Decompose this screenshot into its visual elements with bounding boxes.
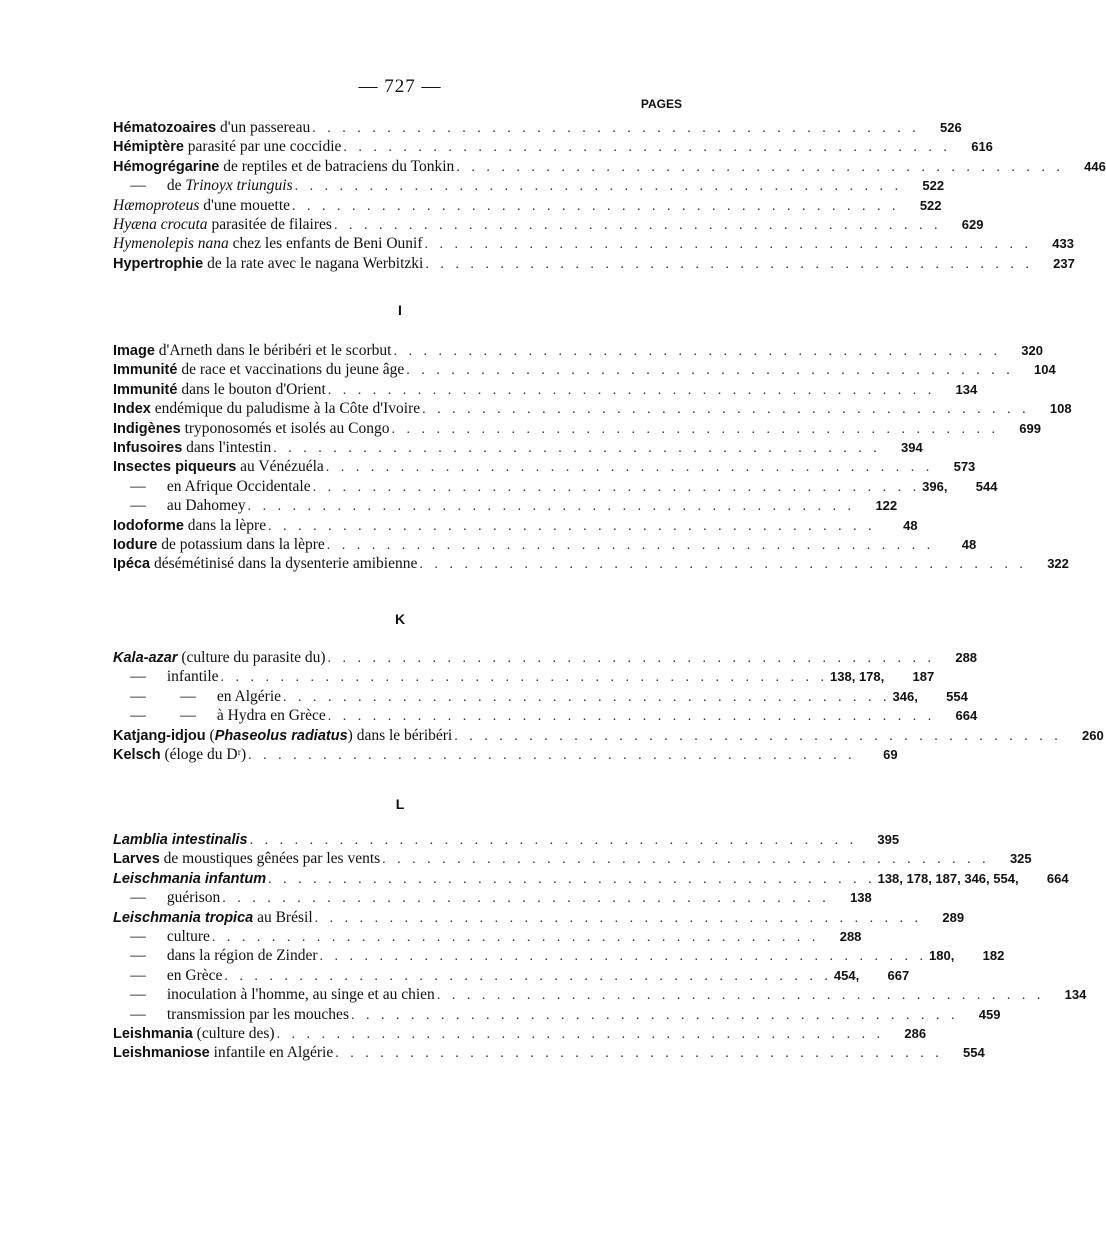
repeat-dash: — [130,477,146,495]
entry-description: d'une mouette [199,196,291,214]
page-reference: 320 [1021,343,1043,358]
entry-description: à Hydra en Grèce [216,707,326,725]
leader-dots: . . . . . . . . . . . . . . . . . . . . . . . . . . . . . . . . . . . . . . . . . [406,363,1014,379]
entry-text [113,706,326,725]
entry-description: en Algérie [216,687,282,705]
entry-description: en Afrique Occidentale [166,477,311,495]
page-reference: 616 [971,139,993,155]
entry-text [113,477,311,496]
leader-dots: . . . . . . . . . . . . . . . . . . . . . . . . . . . . . . . . . . . . . . . . . [247,499,856,515]
pages-column-header: PAGES [640,97,682,111]
entry-description: infantile [166,668,219,686]
entry-description: transmission par les mouches [166,1005,349,1023]
page-reference-extra: 138, 178, 187, 346, 554, [877,870,1019,886]
entry-keyword: Iodure [113,536,158,553]
entry-description: tryponosomés et isolés au Congo [180,419,390,437]
entry-description: de [166,177,186,195]
section-l-entries [113,830,1087,1063]
entry-text [113,745,246,765]
entry-keyword: Leischmania infantum [113,870,267,887]
entry-description: d'Arneth dans le béribéri et le scorbut [154,342,392,359]
entry-keyword: Insectes piqueurs [113,459,237,476]
entry-description: ) dans le béribéri [347,726,453,744]
entry-text [113,849,380,869]
entry-text [113,137,341,157]
page-reference: 288 [839,928,862,944]
page-reference: 138 [850,890,872,906]
entry-description: désémétinisé dans la dysenterie amibienne [150,555,418,573]
index-entry [113,946,1005,965]
leader-dots: . . . . . . . . . . . . . . . . . . . . . . . . . . . . . . . . . . . . . . . . . [335,1046,943,1062]
entry-keyword: Hypertrophie [113,255,204,272]
entry-description: de race et vaccinations du jeune âge [177,361,405,379]
page-number: — 727 — [358,76,442,97]
section-letter-i: I [398,302,402,318]
index-entry [113,496,898,515]
entry-description: parasité par une coccidie [183,138,342,156]
repeat-dash: — [130,986,146,1004]
entry-description: culture [166,927,210,945]
leader-dots: . . . . . . . . . . . . . . . . . . . . . . . . . . . . . . . . . . . . . . . . . [314,910,923,926]
leader-dots: . . . . . . . . . . . . . . . . . . . . . . . . . . . . . . . . . . . . . . . . . [391,421,999,437]
leader-dots: . . . . . . . . . . . . . . . . . . . . . . . . . . . . . . . . . . . . . . . . . [292,198,900,214]
leader-dots: . . . . . . . . . . . . . . . . . . . . . . . . . . . . . . . . . . . . . . . . . [248,747,856,763]
leader-dots: . . . . . . . . . . . . . . . . . . . . . . . . . . . . . . . . . . . . . . . . . [327,382,936,398]
leader-dots: . . . . . . . . . . . . . . . . . . . . . . . . . . . . . . . . . . . . . . . . . [327,651,936,666]
index-entry [113,849,1032,868]
leader-dots: . . . . . . . . . . . . . . . . . . . . . . . . . . . . . . . . . . . . . . . . . [211,929,820,945]
index-entry [113,254,1075,273]
entry-keyword: Larves [113,851,160,868]
index-entry [113,1043,985,1062]
leader-dots: . . . . . . . . . . . . . . . . . . . . . . . . . . . . . . . . . . . . . . . . . [222,891,830,907]
page-reference-extra: 396, [922,478,948,494]
index-entry [113,176,945,195]
page-reference: 522 [922,178,945,194]
entry-keyword: Kala-azar [113,650,178,666]
entry-description: au Vénézuéla [236,458,324,476]
entry-keyword: Hémogrégarine [113,158,220,175]
entry-description: dans le bouton d'Orient [177,380,326,398]
entry-description: de potassium dans la lèpre [157,535,325,553]
page-reference: 395 [877,832,900,847]
entry-text [113,985,435,1004]
entry-text [113,215,332,234]
page-reference: 699 [1019,420,1041,436]
entry-text [113,176,293,195]
entry-keyword: Ipéca [113,556,151,573]
entry-description: d'un passereau [216,119,311,136]
entry-description: au Dahomey [166,497,246,515]
page-reference: 664 [955,708,978,724]
repeat-dash: — [130,889,146,907]
index-entry [113,830,900,849]
section-letter-k: K [394,611,406,627]
entry-keyword: Leischmania tropica [113,909,254,926]
index-entry [113,869,1069,888]
repeat-dash: — [130,668,146,686]
leader-dots: . . . . . . . . . . . . . . . . . . . . . . . . . . . . . . . . . . . . . . . . . [224,968,832,984]
leader-dots: . . . . . . . . . . . . . . . . . . . . . . . . . . . . . . . . . . . . . . . . . [273,440,881,456]
entry-description: de moustiques gênées par les vents [159,850,381,868]
page-reference: 322 [1047,556,1069,572]
page-reference: 573 [953,459,976,475]
index-entry [113,745,898,764]
index-entry [113,1024,927,1043]
repeat-dash: — [130,1005,146,1023]
entry-text [113,419,390,439]
page-reference: 260 [1082,727,1104,743]
index-entry [113,360,1056,379]
page-reference: 187 [912,669,935,685]
leader-dots: . . . . . . . . . . . . . . . . . . . . . . . . . . . . . . . . . . . . . . . . . [294,179,903,195]
page-reference: 48 [961,536,977,552]
leader-dots: . . . . . . . . . . . . . . . . . . . . . . . . . . . . . . . . . . . . . . . . . [382,852,990,868]
entry-description: infantile en Algérie [209,1044,334,1062]
entry-text [113,726,452,746]
section-i-entries [113,341,1072,574]
entry-keyword: Hymenolepis nana [113,235,229,253]
page-reference: 554 [946,688,968,704]
page-reference: 554 [963,1045,985,1061]
leader-dots: . . . . . . . . . . . . . . . . . . . . . . . . . . . . . . . . . . . . . . . . . [312,479,921,495]
index-entry [113,554,1069,573]
repeat-dash: — [180,687,196,705]
page-reference-extra: 180, [929,948,955,964]
entry-text [113,234,422,253]
entry-keyword: Trinoyx triunguis [185,177,293,195]
leader-dots: . . . . . . . . . . . . . . . . . . . . . . . . . . . . . . . . . . . . . . . . . [268,518,876,534]
page-reference: 325 [1009,851,1032,867]
page-reference: 134 [1064,987,1087,1003]
index-entry [113,215,984,234]
entry-text [113,118,310,138]
entry-description: endémique du paludisme à la Côte d'Ivoire [150,400,421,418]
page-reference: 629 [961,216,984,232]
repeat-dash: — [130,497,146,515]
leader-dots: . . . . . . . . . . . . . . . . . . . . . . . . . . . . . . . . . . . . . . . . . [325,460,934,476]
page-reference: 667 [887,967,910,983]
section-k-entries [113,648,1104,764]
page-reference-extra: 346, [892,688,918,704]
entry-keyword: Indigènes [113,420,181,437]
index-entry [113,516,918,535]
entry-text [113,927,210,946]
entry-text [113,1005,349,1024]
index-entry [113,234,1074,253]
entry-keyword: Image [113,343,155,359]
leader-dots: . . . . . . . . . . . . . . . . . . . . . . . . . . . . . . . . . . . . . . . . . [454,728,1062,744]
entry-text [113,496,246,515]
leader-dots: . . . . . . . . . . . . . . . . . . . . . . . . . . . . . . . . . . . . . . . . . [350,1007,959,1023]
page-reference: 237 [1053,255,1075,271]
entry-text [113,1024,275,1044]
entry-description: inoculation à l'homme, au singe et au chien [166,986,435,1004]
repeat-dash: — [130,947,146,965]
page-reference: 394 [901,439,923,455]
index-entry [113,118,962,137]
page-reference: 522 [919,197,942,213]
entry-text [113,667,219,686]
entry-text [113,830,248,850]
index-entry [113,908,965,927]
repeat-dash: — [180,707,196,725]
entry-description: (éloge du Dʳ) [160,745,247,763]
page-reference: 526 [940,120,962,135]
leader-dots: . . . . . . . . . . . . . . . . . . . . . . . . . . . . . . . . . . . . . . . . . [220,670,829,686]
page-reference: 664 [1046,870,1069,886]
entry-description: de la rate avec le nagana Werbitzki [203,254,424,272]
entry-text [113,554,417,574]
leader-dots: . . . . . . . . . . . . . . . . . . . . . . . . . . . . . . . . . . . . . . . . . [283,689,891,705]
leader-dots: . . . . . . . . . . . . . . . . . . . . . . . . . . . . . . . . . . . . . . . . . [425,256,1033,272]
entry-description: chez les enfants de Beni Ounif [228,235,423,253]
page-reference: 544 [975,478,998,494]
page-reference: 108 [1049,401,1072,417]
entry-description: (culture du parasite du) [177,649,326,666]
page-reference: 459 [978,1006,1001,1022]
page-reference-extra: 138, 178, [830,669,885,685]
page-reference: 48 [903,517,918,533]
entry-keyword: Iodoforme [113,517,184,534]
entry-keyword: Hémiptère [113,139,184,156]
leader-dots: . . . . . . . . . . . . . . . . . . . . . . . . . . . . . . . . . . . . . . . . . [276,1026,885,1042]
entry-text [113,341,391,361]
page-reference: 69 [883,746,898,762]
entry-keyword: Infusoires [113,439,183,456]
index-entry [113,196,942,215]
repeat-dash: — [130,177,146,195]
index-entry [113,1005,1001,1024]
leader-dots: . . . . . . . . . . . . . . . . . . . . . . . . . . . . . . . . . . . . . . . . . [456,159,1064,175]
leader-dots: . . . . . . . . . . . . . . . . . . . . . . . . . . . . . . . . . . . . . . . . . [436,988,1045,1004]
leader-dots: . . . . . . . . . . . . . . . . . . . . . . . . . . . . . . . . . . . . . . . . . [422,402,1030,418]
index-entry [113,438,923,457]
entry-description: (culture des) [192,1024,275,1042]
leader-dots: . . . . . . . . . . . . . . . . . . . . . . . . . . . . . . . . . . . . . . . . . [312,121,920,136]
page-reference: 182 [982,948,1005,964]
entry-text [113,908,313,928]
leader-dots: . . . . . . . . . . . . . . . . . . . . . . . . . . . . . . . . . . . . . . . . . [327,709,936,725]
leader-dots: . . . . . . . . . . . . . . . . . . . . . . . . . . . . . . . . . . . . . . . . . [424,237,1032,253]
entry-text [113,360,404,380]
entry-text [113,516,266,536]
entry-text [113,687,281,706]
repeat-dash: — [130,927,146,945]
page-reference: 289 [942,909,965,925]
leader-dots: . . . . . . . . . . . . . . . . . . . . . . . . . . . . . . . . . . . . . . . . . [326,537,935,553]
entry-description: en Grèce [166,966,223,984]
entry-description: dans la région de Zinder [166,947,318,965]
page-reference: 286 [904,1025,927,1041]
entry-description: ( [205,726,215,744]
entry-keyword: Index [113,401,151,418]
entry-text [113,196,290,215]
entry-text [113,869,266,889]
entry-keyword: Immunité [113,381,178,398]
leader-dots: . . . . . . . . . . . . . . . . . . . . . . . . . . . . . . . . . . . . . . . . . [419,557,1027,573]
index-entry [113,535,977,554]
entry-description: guérison [166,889,221,907]
index-entry [113,726,1104,745]
entry-text [113,457,324,477]
section-letter-l: L [395,796,405,812]
entry-text [113,157,454,177]
index-entry [113,399,1072,418]
page-reference: 134 [955,381,978,397]
entry-keyword: Leishmaniose [113,1045,210,1062]
entry-text [113,888,220,907]
index-entry [113,927,862,946]
repeat-dash: — [130,966,146,984]
index-entry [113,419,1041,438]
page-reference: 122 [875,498,898,514]
entry-text [113,966,222,985]
entry-text [113,946,318,965]
entry-keyword: Katjang-idjou [113,727,206,744]
entry-description: de reptiles et de batraciens du Tonkin [219,157,455,175]
index-entry [113,966,910,985]
index-entry [113,137,993,156]
index-entry [113,667,935,686]
index-entry [113,477,998,496]
leader-dots: . . . . . . . . . . . . . . . . . . . . . . . . . . . . . . . . . . . . . . . . . [268,871,876,887]
page-reference: 446 [1084,158,1106,174]
entry-text [113,380,326,400]
entry-text [113,535,325,555]
entry-keyword: Hématozoaires [113,120,217,136]
entry-text [113,1043,333,1063]
repeat-dash: — [130,707,146,725]
entry-keyword: Hyæna crocuta [113,215,208,233]
index-entry [113,157,1106,176]
page-reference-extra: 454, [833,967,860,983]
leader-dots: . . . . . . . . . . . . . . . . . . . . . . . . . . . . . . . . . . . . . . . . . [333,217,942,233]
index-entry [113,648,978,667]
entry-description: dans la lèpre [183,516,267,534]
entry-description: dans l'intestin [182,438,272,456]
index-entry [113,706,978,725]
entry-keyword: Kelsch [113,746,161,763]
index-entry [113,457,976,476]
page-reference: 104 [1034,362,1056,378]
entry-keyword: Phaseolus radiatus [214,727,348,744]
entry-description: parasitée de filaires [207,215,332,233]
repeat-dash: — [130,687,146,705]
index-entry [113,687,968,706]
entry-text [113,438,271,458]
entry-keyword: Lamblia intestinalis [113,832,248,848]
page-reference: 433 [1052,236,1074,252]
leader-dots: . . . . . . . . . . . . . . . . . . . . . . . . . . . . . . . . . . . . . . . . . [343,140,951,156]
page-reference: 288 [955,650,978,665]
index-entry [113,341,1043,360]
entry-text [113,648,326,668]
entry-text [113,399,420,419]
index-entry [113,888,872,907]
index-entry [113,380,978,399]
entry-keyword: Hæmoproteus [113,196,200,214]
entry-text [113,254,423,274]
entry-description: au Brésil [253,908,313,926]
index-entry [113,985,1087,1004]
leader-dots: . . . . . . . . . . . . . . . . . . . . . . . . . . . . . . . . . . . . . . . . . [319,949,928,965]
entry-keyword: Immunité [113,362,178,379]
leader-dots: . . . . . . . . . . . . . . . . . . . . . . . . . . . . . . . . . . . . . . . . . [393,344,1001,359]
leader-dots: . . . . . . . . . . . . . . . . . . . . . . . . . . . . . . . . . . . . . . . . . [249,833,858,848]
section-h-entries [113,118,1106,273]
entry-keyword: Leishmania [113,1025,193,1042]
